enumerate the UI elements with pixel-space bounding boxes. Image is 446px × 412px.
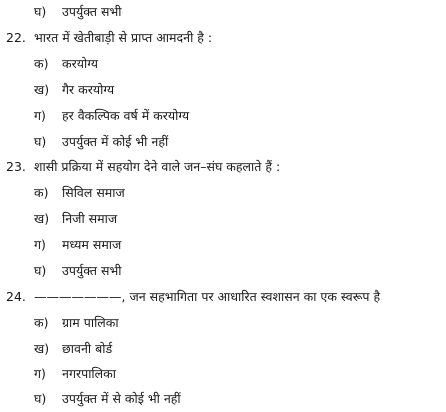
option-marker: ग) xyxy=(34,237,46,252)
option-marker: क) xyxy=(34,315,49,330)
option-text: करयोग्य xyxy=(62,56,98,71)
question-number: 23. xyxy=(6,159,26,174)
option-marker: ख) xyxy=(34,211,50,226)
option-text: उपर्युक्त में कोई भी नहीं xyxy=(62,134,169,149)
option-text: मध्यम समाज xyxy=(62,237,122,252)
question-number: 22. xyxy=(6,30,26,45)
question-number: 24. xyxy=(6,289,26,304)
option-marker: क) xyxy=(34,56,49,71)
option-marker: क) xyxy=(34,185,49,200)
option-text: उपर्युक्त सभी xyxy=(62,263,122,278)
question-text: ———————, जन सहभागिता पर आधारित स्वशासन का एक स्वरूप है xyxy=(34,289,381,304)
question-text: शासी प्रक्रिया में सहयोग देने वाले जन–संघ कहलाते हैं : xyxy=(34,159,281,174)
option-text: सिविल समाज xyxy=(62,185,125,200)
option-text: छावनी बोर्ड xyxy=(62,341,113,356)
option-marker: ख) xyxy=(34,82,50,97)
option-text: हर वैकल्पिक वर्ष में करयोग्य xyxy=(62,108,190,123)
option-marker: ग) xyxy=(34,366,46,381)
option-text: नगरपालिका xyxy=(62,366,116,381)
question-text: भारत में खेतीबाड़ी से प्राप्त आमदनी है : xyxy=(34,30,213,45)
option-text: उपर्युक्त सभी xyxy=(62,4,122,19)
option-marker: ख) xyxy=(34,341,50,356)
option-text: ग्राम पालिका xyxy=(62,315,119,330)
option-marker: घ) xyxy=(34,263,47,278)
option-text: निजी समाज xyxy=(62,211,118,226)
option-marker: ग) xyxy=(34,108,46,123)
option-text: उपर्युक्त में से कोई भी नहीं xyxy=(62,391,181,406)
option-marker: घ) xyxy=(34,134,47,149)
option-text: गैर करयोग्य xyxy=(62,82,115,97)
option-marker: घ) xyxy=(34,4,47,19)
option-marker: घ) xyxy=(34,391,47,406)
